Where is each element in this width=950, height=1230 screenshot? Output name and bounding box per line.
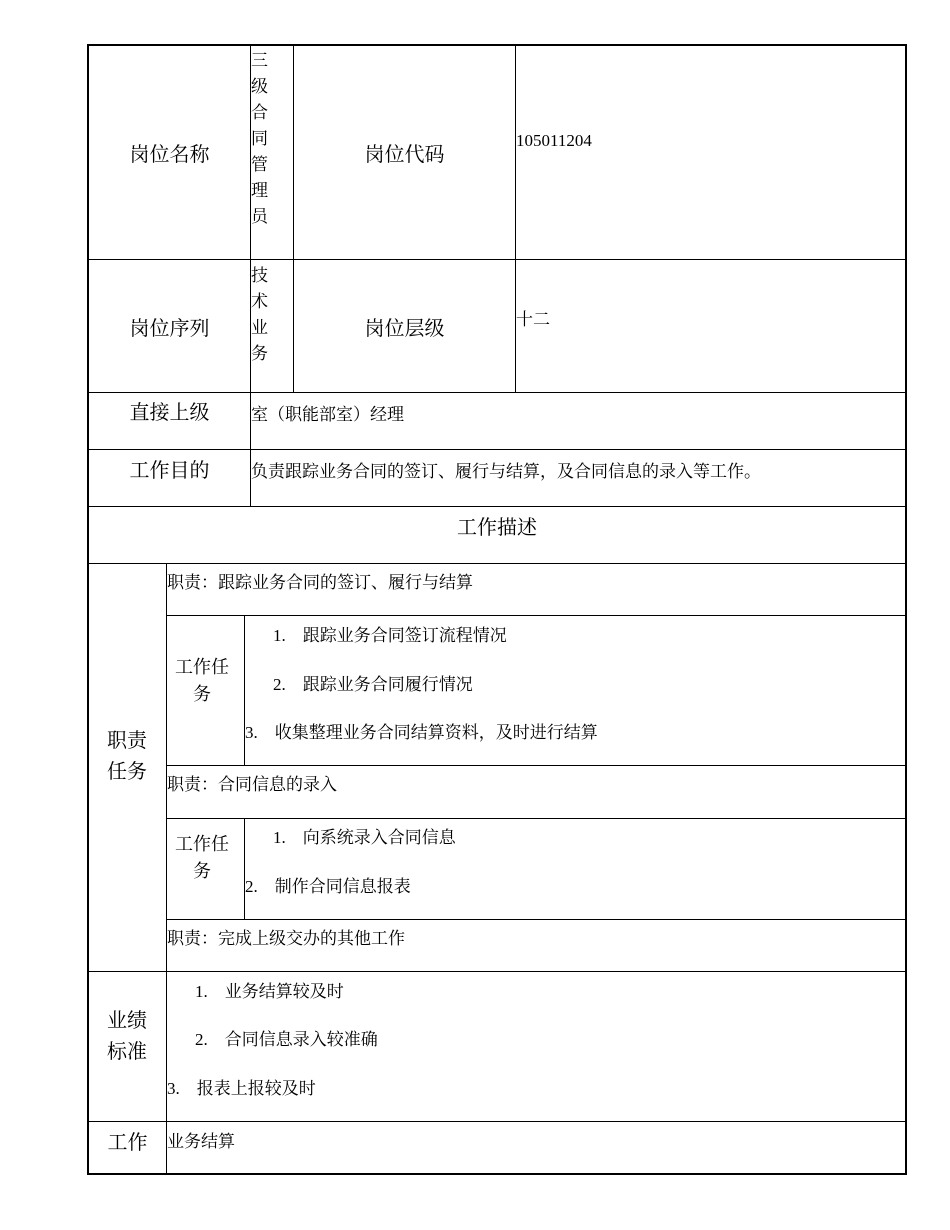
superior-value: 室（职能部室）经理 <box>251 405 404 424</box>
purpose-value: 负责跟踪业务合同的签订、履行与结算，及合同信息的录入等工作。 <box>251 462 761 481</box>
duty-1-task-1: 1. 跟踪业务合同签订流程情况 <box>273 626 507 645</box>
duty-2-task-label: 工作任务 <box>175 834 229 881</box>
position-code-label: 岗位代码 <box>364 144 445 166</box>
work-description-header: 工作描述 <box>457 516 537 539</box>
position-sequence-label: 岗位序列 <box>129 317 210 340</box>
duty-1-task-2: 2. 跟踪业务合同履行情况 <box>273 675 473 694</box>
position-code-value: 105011204 <box>516 131 592 150</box>
superior-label: 直接上级 <box>129 401 210 424</box>
work-label: 工作 <box>107 1131 148 1154</box>
work-value: 业务结算 <box>167 1132 235 1151</box>
purpose-label: 工作目的 <box>129 459 210 482</box>
duty-2-task-1: 1. 向系统录入合同信息 <box>273 828 456 847</box>
duty-2-task-2: 2. 制作合同信息报表 <box>245 877 411 896</box>
position-level-label: 岗位层级 <box>364 317 445 340</box>
duty-1-title: 职责：跟踪业务合同的签订、履行与结算 <box>167 573 473 592</box>
performance-label: 业绩标准 <box>107 1010 147 1063</box>
position-sequence-value: 技术业务 <box>251 266 268 363</box>
position-name-value: 三级合同管理员 <box>251 51 268 226</box>
performance-item-3: 3. 报表上报较及时 <box>167 1079 316 1098</box>
duty-1-task-3: 3. 收集整理业务合同结算资料，及时进行结算 <box>245 723 598 742</box>
position-name-label: 岗位名称 <box>129 144 210 166</box>
performance-item-1: 1. 业务结算较及时 <box>195 982 344 1001</box>
duty-3-title: 职责：完成上级交办的其他工作 <box>167 929 405 948</box>
performance-item-2: 2. 合同信息录入较准确 <box>195 1030 378 1049</box>
duties-label: 职责任务 <box>107 730 147 783</box>
duty-2-title: 职责：合同信息的录入 <box>167 775 337 794</box>
duty-1-task-label: 工作任务 <box>175 657 229 704</box>
position-level-value: 十二 <box>516 310 550 329</box>
